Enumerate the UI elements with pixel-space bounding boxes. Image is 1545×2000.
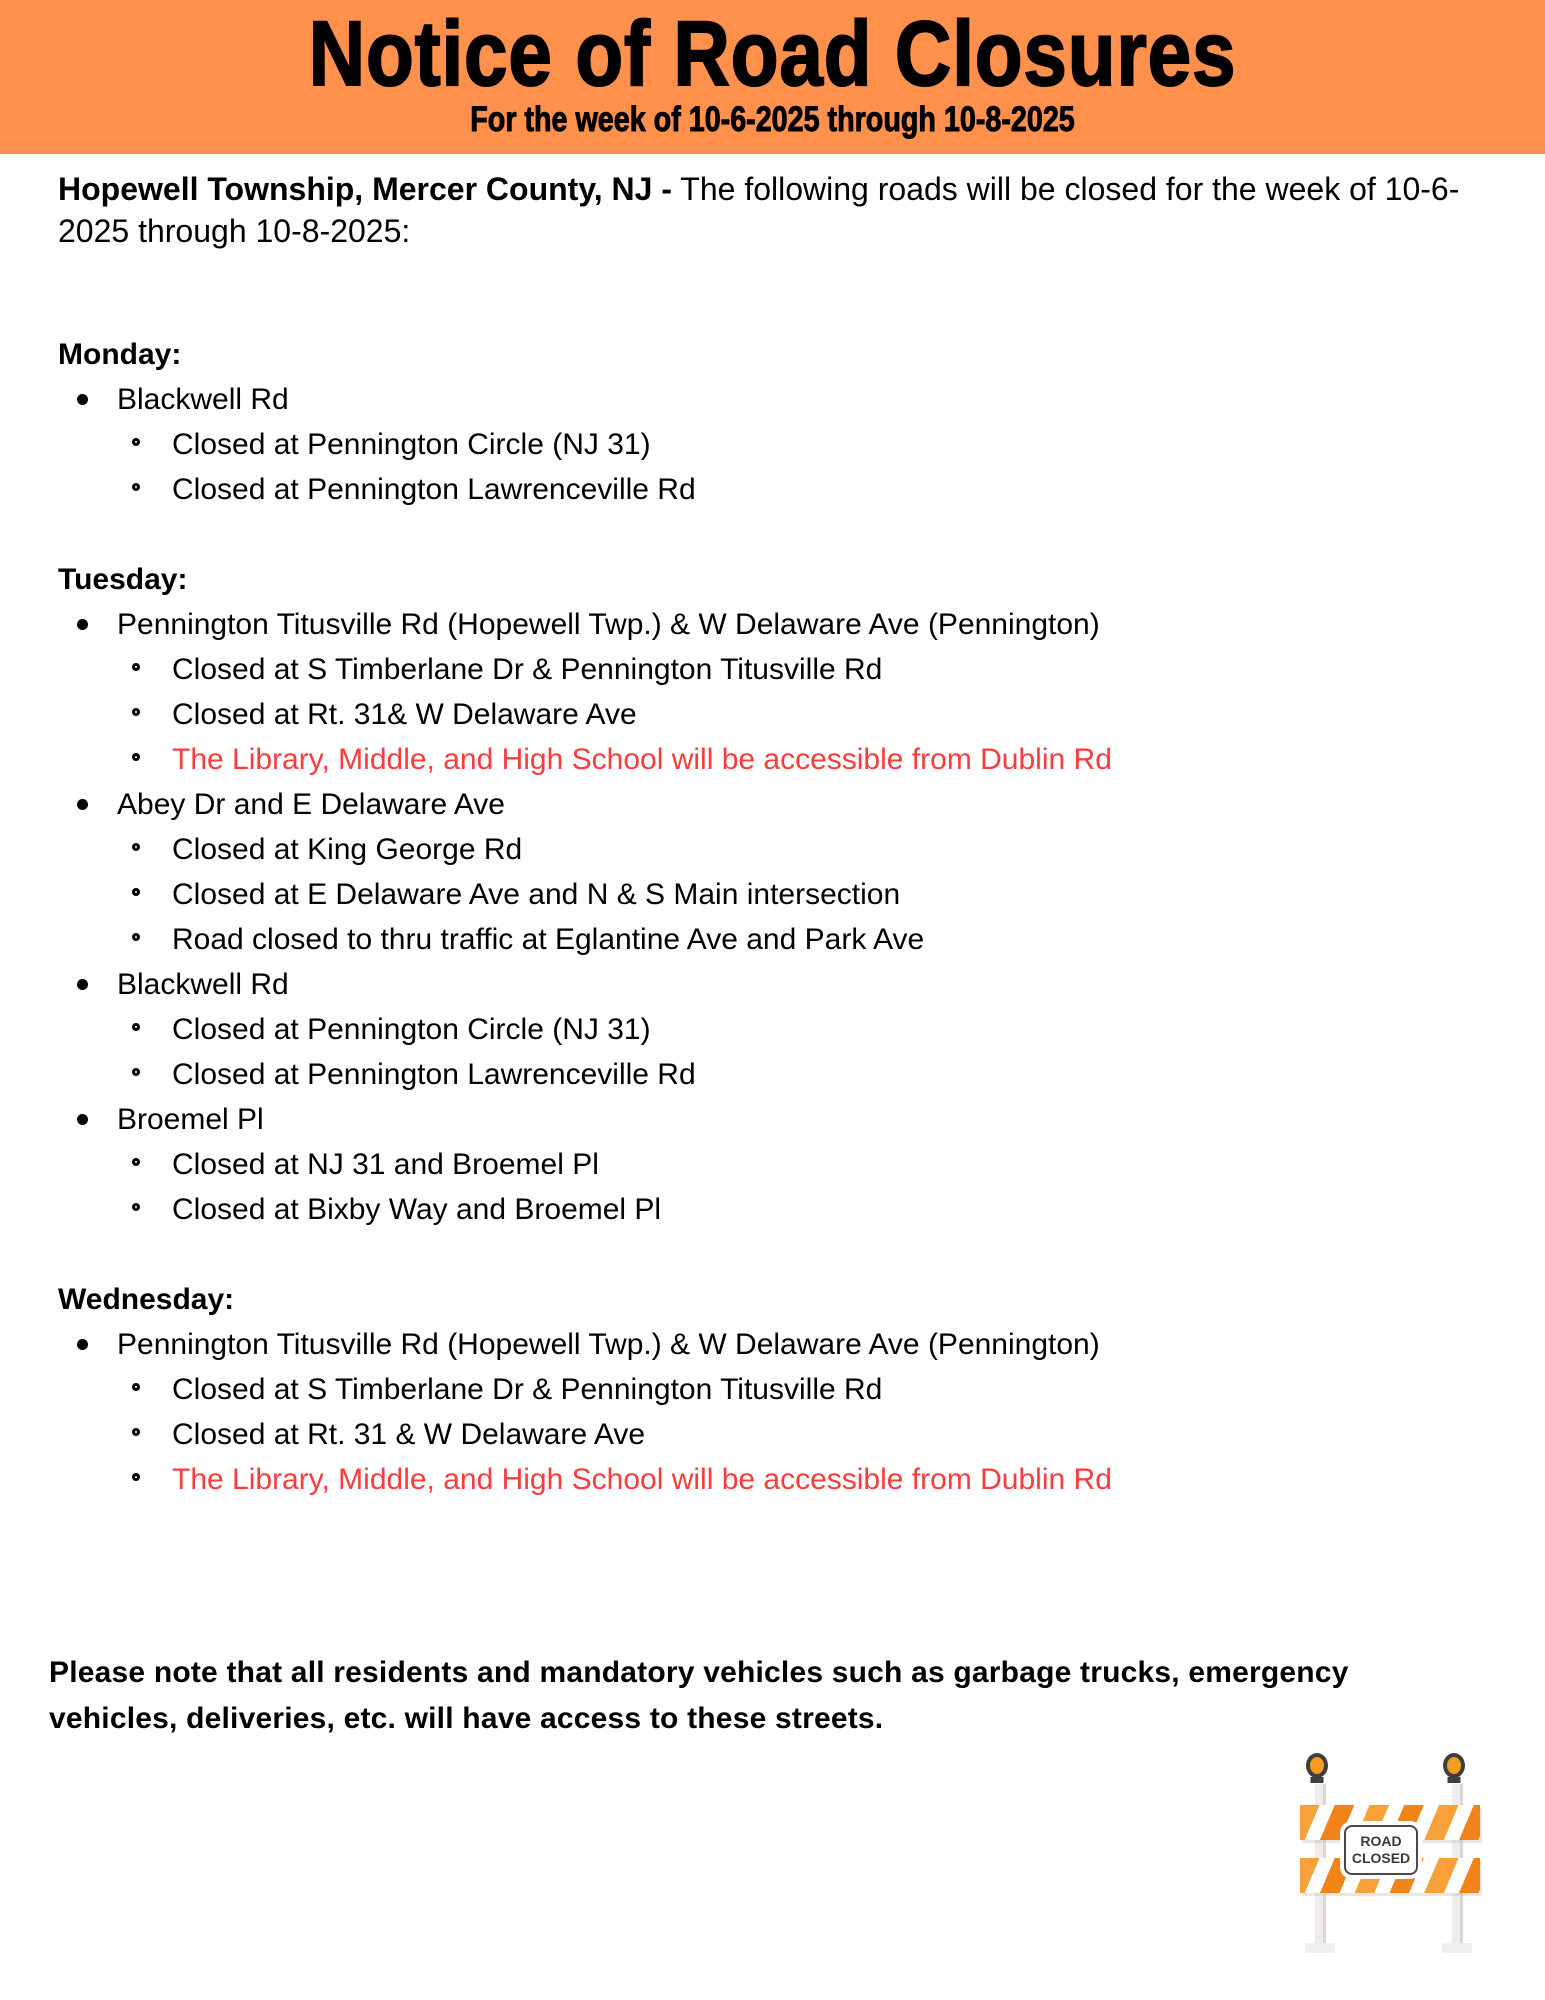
road-list bbox=[58, 1322, 1485, 1502]
detail-list bbox=[117, 647, 1485, 782]
detail-text-alert: The Library, Middle, and High School will be accessible from Dublin Rd bbox=[172, 1463, 1112, 1496]
detail-list bbox=[117, 827, 1485, 962]
bullet-circle-icon bbox=[132, 1383, 140, 1391]
header-banner bbox=[0, 0, 1545, 154]
detail-item bbox=[117, 917, 1485, 962]
bullet-circle-icon bbox=[132, 1068, 140, 1076]
bullet-circle-icon bbox=[132, 1473, 140, 1481]
bullet-circle-icon bbox=[132, 843, 140, 851]
detail-list bbox=[117, 422, 1485, 512]
road-item bbox=[58, 962, 1485, 1097]
detail-list bbox=[117, 1367, 1485, 1502]
detail-item bbox=[117, 1412, 1485, 1457]
section-tuesday bbox=[58, 557, 1485, 1232]
page-subtitle: For the week of 10-6-2025 through 10-8-2025 bbox=[470, 100, 1075, 139]
detail-item-alert bbox=[117, 737, 1485, 782]
road-name: Pennington Titusville Rd (Hopewell Twp.) & W Delaware Ave (Pennington) bbox=[117, 1328, 1100, 1361]
detail-item-alert bbox=[117, 1457, 1485, 1502]
notice-body bbox=[0, 168, 1545, 1742]
road-closed-sign-line1: ROAD bbox=[1360, 1833, 1402, 1850]
detail-text: Closed at Pennington Circle (NJ 31) bbox=[172, 428, 651, 461]
bullet-dot-icon bbox=[77, 1339, 88, 1350]
road-item bbox=[58, 1097, 1485, 1232]
road-list bbox=[58, 602, 1485, 1232]
bullet-dot-icon bbox=[77, 394, 88, 405]
barricade-foot-icon bbox=[1442, 1943, 1472, 1953]
detail-list bbox=[117, 1142, 1485, 1232]
bullet-circle-icon bbox=[132, 1158, 140, 1166]
bullet-circle-icon bbox=[132, 1023, 140, 1031]
bullet-dot-icon bbox=[77, 619, 88, 630]
detail-item bbox=[117, 1142, 1485, 1187]
detail-text: Closed at S Timberlane Dr & Pennington Titusville Rd bbox=[172, 653, 883, 686]
detail-item bbox=[117, 827, 1485, 872]
bullet-circle-icon bbox=[132, 1203, 140, 1211]
day-heading-wednesday: Wednesday: bbox=[58, 1283, 235, 1316]
warning-light-icon bbox=[1306, 1753, 1328, 1778]
road-closed-sign-line2: CLOSED bbox=[1351, 1850, 1411, 1866]
detail-text-alert: The Library, Middle, and High School will be accessible from Dublin Rd bbox=[172, 743, 1112, 776]
road-closed-sign-icon bbox=[1344, 1825, 1418, 1875]
detail-item bbox=[117, 1367, 1485, 1412]
detail-text: Closed at Pennington Circle (NJ 31) bbox=[172, 1013, 651, 1046]
bullet-dot-icon bbox=[77, 799, 88, 810]
bullet-circle-icon bbox=[132, 438, 140, 446]
road-name: Abey Dr and E Delaware Ave bbox=[117, 788, 505, 821]
road-item bbox=[58, 782, 1485, 962]
detail-text: Closed at Pennington Lawrenceville Rd bbox=[172, 473, 696, 506]
detail-text: Closed at Rt. 31 & W Delaware Ave bbox=[172, 1418, 645, 1451]
road-closed-barricade-icon bbox=[1300, 1750, 1480, 1960]
footer-note: Please note that all residents and mandatory vehicles such as garbage trucks, emergency vehicles, deliveries, etc. will have access to these streets. bbox=[49, 1656, 1349, 1735]
detail-text: Closed at S Timberlane Dr & Pennington Titusville Rd bbox=[172, 1373, 883, 1406]
detail-item bbox=[117, 422, 1485, 467]
detail-item bbox=[117, 647, 1485, 692]
road-item bbox=[58, 602, 1485, 782]
barricade-foot-icon bbox=[1305, 1943, 1335, 1953]
section-monday bbox=[58, 332, 1485, 512]
detail-item bbox=[117, 692, 1485, 737]
detail-text: Closed at Rt. 31& W Delaware Ave bbox=[172, 698, 637, 731]
detail-item bbox=[117, 872, 1485, 917]
page-title: Notice of Road Closures bbox=[308, 3, 1237, 105]
road-name: Blackwell Rd bbox=[117, 383, 289, 416]
bullet-circle-icon bbox=[132, 753, 140, 761]
bullet-circle-icon bbox=[132, 483, 140, 491]
bullet-circle-icon bbox=[132, 708, 140, 716]
road-name: Broemel Pl bbox=[117, 1103, 264, 1136]
detail-item bbox=[117, 467, 1485, 512]
detail-text: Road closed to thru traffic at Eglantine Ave and Park Ave bbox=[172, 923, 925, 956]
road-list bbox=[58, 377, 1485, 512]
day-heading-tuesday: Tuesday: bbox=[58, 563, 188, 596]
road-name: Blackwell Rd bbox=[117, 968, 289, 1001]
intro-paragraph bbox=[58, 168, 1485, 252]
detail-text: Closed at Bixby Way and Broemel Pl bbox=[172, 1193, 662, 1226]
detail-text: Closed at King George Rd bbox=[172, 833, 523, 866]
bullet-dot-icon bbox=[77, 979, 88, 990]
detail-text: Closed at E Delaware Ave and N & S Main intersection bbox=[172, 878, 901, 911]
detail-item bbox=[117, 1187, 1485, 1232]
detail-item bbox=[117, 1052, 1485, 1097]
intro-location: Hopewell Township, Mercer County, NJ - bbox=[58, 171, 672, 207]
detail-text: Closed at Pennington Lawrenceville Rd bbox=[172, 1058, 696, 1091]
bullet-circle-icon bbox=[132, 663, 140, 671]
day-heading-monday: Monday: bbox=[58, 338, 182, 371]
detail-text: Closed at NJ 31 and Broemel Pl bbox=[172, 1148, 599, 1181]
section-wednesday bbox=[58, 1277, 1485, 1502]
road-item bbox=[58, 1322, 1485, 1502]
warning-light-icon bbox=[1443, 1753, 1465, 1778]
bullet-dot-icon bbox=[77, 1114, 88, 1125]
detail-list bbox=[117, 1007, 1485, 1097]
bullet-circle-icon bbox=[132, 888, 140, 896]
detail-item bbox=[117, 1007, 1485, 1052]
road-item bbox=[58, 377, 1485, 512]
bullet-circle-icon bbox=[132, 933, 140, 941]
intro-text: The following roads will be closed for the week of 10-6-2025 through 10-8-2025: bbox=[58, 171, 1460, 249]
bullet-circle-icon bbox=[132, 1428, 140, 1436]
road-name: Pennington Titusville Rd (Hopewell Twp.) & W Delaware Ave (Pennington) bbox=[117, 608, 1100, 641]
